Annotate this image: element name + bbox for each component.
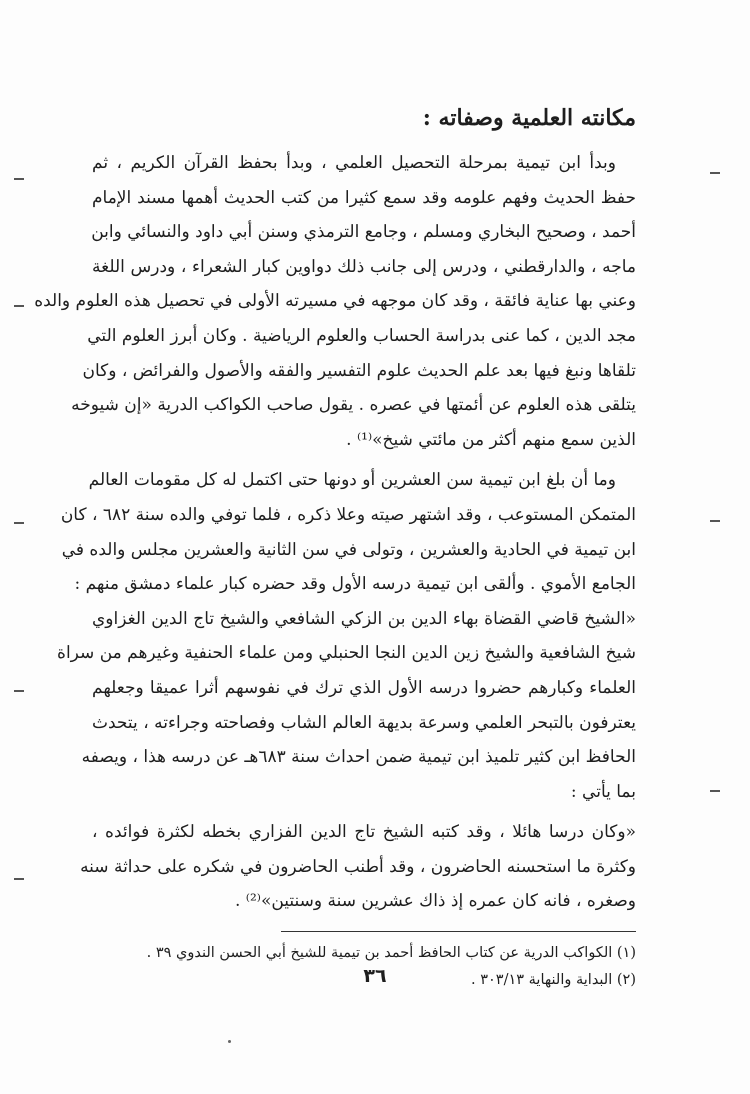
margin-mark [710, 520, 720, 522]
footnote-divider [281, 931, 636, 932]
margin-mark [14, 690, 24, 692]
page-body [34, 96, 636, 994]
text-line: ماجه ، والدارقطني ، ودرس إلى جانب ذلك دواوين كبار الشعراء ، ودرس اللغة [92, 256, 636, 277]
text-line: العلماء وكبارهم حضروا درسه الأول الذي ترك في نفوسهم أثرا عميقا وجعلهم [92, 677, 636, 698]
margin-mark [710, 172, 720, 174]
text-line: تلقاها ونبغ فيها بعد علم الحديث علوم التفسير والفقه والأصول والفرائض ، وكان [82, 360, 636, 381]
scan-speck [228, 1040, 231, 1043]
margin-mark [710, 790, 720, 792]
text-line: شيخ الشافعية والشيخ زين الدين النجا الحنبلي ومن علماء الحنفية وغيرهم من سراة [57, 643, 636, 664]
text-line: وبدأ ابن تيمية بمرحلة التحصيل العلمي ، وبدأ بحفظ القرآن الكريم ، ثم [92, 153, 616, 173]
text-line: الحافظ ابن كثير تلميذ ابن تيمية ضمن احداث سنة ٦٨٣هـ عن درسه هذا ، ويصفه [81, 747, 636, 768]
footnote-1: (١) الكواكب الدرية عن كتاب الحافظ أحمد بن تيمية للشيخ أبي الحسن الندوي ٣٩ . [146, 945, 636, 962]
text-line: المتمكن المستوعب ، وقد اشتهر صيته وعلا ذكره ، فلما توفي والده سنة ٦٨٢ ، كان [60, 504, 636, 525]
text-line: وما أن بلغ ابن تيمية سن العشرين أو دونها حتى اكتمل له كل مقومات العالم [88, 470, 616, 491]
paragraph-3 [80, 815, 636, 919]
text-line: أحمد ، وصحيح البخاري ومسلم ، وجامع الترمذي وسنن أبي داود والنسائي وابن [91, 222, 636, 243]
margin-mark [14, 305, 24, 307]
margin-mark [14, 178, 24, 180]
paragraph-1 [34, 146, 636, 457]
text-line: «وكان درسا هائلا ، وقد كتبه الشيخ تاج الدين الفزاري بخطه لكثرة فوائده ، [92, 822, 636, 843]
text-line: وكثرة ما استحسنه الحاضرون ، وقد أطنب الحاضرون في شكره على حداثة سنه [80, 856, 636, 877]
page-number: ٣٦ [363, 965, 387, 987]
text-line: «الشيخ قاضي القضاة بهاء الدين بن الزكي الشافعي والشيخ تاج الدين الغزاوي [92, 608, 636, 629]
text-line: الجامع الأموي . وألقى ابن تيمية درسه الأول وقد حضره كبار علماء دمشق منهم : [74, 574, 636, 595]
text-line: حفظ الحديث وفهم علومه وقد سمع كثيرا من كتب الحديث أهمها مسند الإمام [92, 187, 636, 208]
section-heading: مكانته العلمية وصفاته : [422, 105, 636, 131]
text-line: مجد الدين ، كما عنى بدراسة الحساب والعلوم الرياضية . وكان أبرز العلوم التي [87, 325, 636, 346]
text-line: وصغره ، فانه كان عمره إذ ذاك عشرين سنة وسنتين»⁽²⁾ . [234, 891, 636, 912]
text-line: ابن تيمية في الحادية والعشرين ، وتولى في سن الثانية والعشرين مجلس والده في [61, 539, 636, 560]
text-line: يتلقى هذه العلوم عن أئمتها في عصره . يقول صاحب الكواكب الدرية «إن شيوخه [71, 395, 636, 416]
margin-mark [14, 522, 24, 524]
footnote-2: (٢) البداية والنهاية ٣٠٣/١٣ . [470, 972, 636, 989]
text-line: وعني بها عناية فائقة ، وقد كان موجهه في مسيرته الأولى في تحصيل هذه العلوم والده [34, 291, 636, 312]
paragraph-2 [57, 463, 636, 809]
margin-mark [14, 878, 24, 880]
text-line: بما يأتي : [570, 781, 636, 802]
text-line: الذين سمع منهم أكثر من مائتي شيخ»⁽¹⁾ . [346, 429, 636, 450]
text-line: يعترفون بالتبحر العلمي وسرعة بديهة العالم الشاب وفصاحته وجراءته ، يتحدث [92, 712, 636, 733]
